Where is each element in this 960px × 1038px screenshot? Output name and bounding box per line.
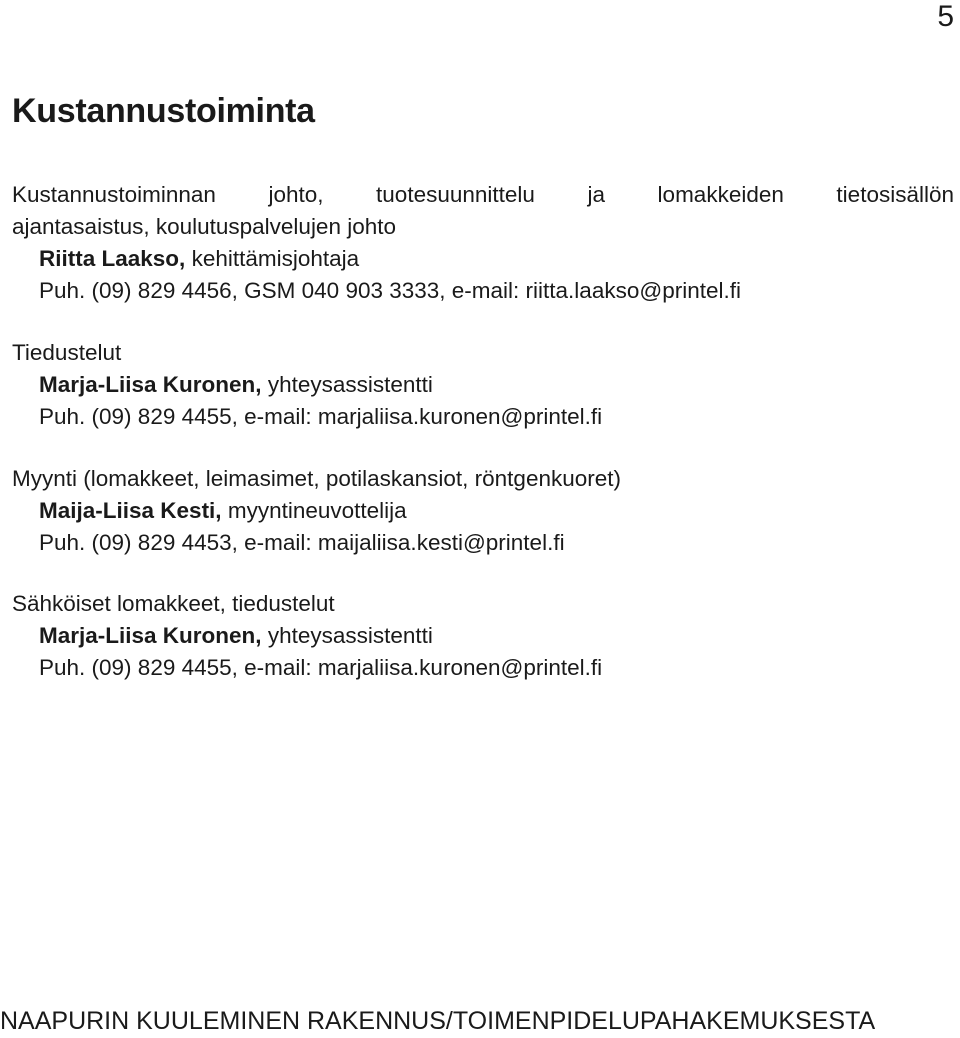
section-heading: Myynti (lomakkeet, leimasimet, potilaskansiot, röntgenkuoret)	[12, 466, 621, 491]
contact-info: Puh. (09) 829 4456, GSM 040 903 3333, e-mail: riitta.laakso@printel.fi	[39, 278, 741, 303]
section-heading: Kustannustoiminnan johto, tuotesuunnittelu ja lomakkeiden tietosisällön	[12, 182, 954, 207]
contact-info: Puh. (09) 829 4455, e-mail: marjaliisa.kuronen@printel.fi	[39, 655, 603, 680]
contact-name: Marja-Liisa Kuronen,	[39, 372, 262, 397]
contact-role: yhteysassistentti	[267, 623, 433, 648]
section-heading: Sähköiset lomakkeet, tiedustelut	[12, 591, 335, 616]
page-number: 5	[937, 0, 954, 33]
footer-heading: NAAPURIN KUULEMINEN RAKENNUS/TOIMENPIDELUPAHAKEMUKSESTA	[0, 1007, 876, 1035]
contact-info: Puh. (09) 829 4455, e-mail: marjaliisa.kuronen@printel.fi	[39, 404, 603, 429]
contact-role: yhteysassistentti	[267, 372, 433, 397]
section-heading-continued: ajantasaistus, koulutuspalvelujen johto	[12, 214, 397, 239]
contact-name: Maija-Liisa Kesti,	[39, 498, 222, 523]
contact-role: kehittämisjohtaja	[191, 246, 360, 271]
section-heading: Tiedustelut	[12, 340, 122, 365]
contact-person	[12, 369, 954, 401]
contact-name: Riitta Laakso,	[39, 246, 186, 271]
section-inquiries	[12, 337, 954, 433]
contact-role: myyntineuvottelija	[227, 498, 407, 523]
page-title: Kustannustoiminta	[12, 92, 315, 130]
section-management	[12, 179, 954, 307]
section-sales	[12, 463, 954, 559]
section-electronic-forms	[12, 588, 954, 684]
contact-name: Marja-Liisa Kuronen,	[39, 623, 262, 648]
contact-person	[12, 620, 954, 652]
contact-info: Puh. (09) 829 4453, e-mail: maijaliisa.kesti@printel.fi	[39, 530, 565, 555]
contact-person	[12, 243, 954, 275]
contact-person	[12, 495, 954, 527]
